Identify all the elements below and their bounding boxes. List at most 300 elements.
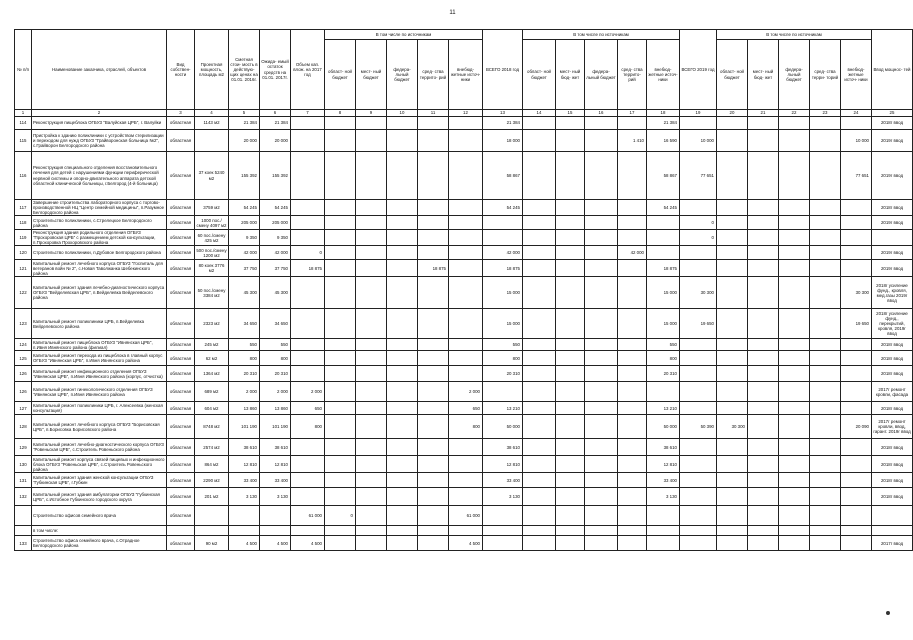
column-number-cell: 9	[356, 110, 387, 117]
local-2018-cell	[556, 216, 585, 230]
local-2018-cell	[556, 536, 585, 551]
table-row	[15, 152, 913, 200]
remaining-funds-cell: 2 000	[260, 382, 291, 402]
row-number-cell: 119	[15, 230, 32, 246]
table-row	[15, 117, 913, 130]
total-2018-cell: 13 210	[483, 402, 523, 415]
object-name-cell: Завершение строительства лабораторного корпуса с торгово-производственной НЦ "Центр семейной медицины", п.Разумное Белгородского района	[32, 200, 167, 216]
regional-2017-cell	[325, 130, 356, 152]
local-2019-cell	[748, 506, 779, 526]
commissioning-cell: 2019г ввод	[872, 130, 913, 152]
federal-2018-cell	[585, 200, 618, 216]
local-2017-cell	[356, 415, 387, 439]
remaining-funds-cell: 45 300	[260, 277, 291, 309]
ownership-type-cell: областная	[167, 473, 195, 488]
local-2019-cell	[748, 152, 779, 200]
offbudget-2017-cell	[449, 130, 483, 152]
commissioning-cell: 2018г усиление фунд., перекрытий, кровля, 2019г ввод	[872, 309, 913, 339]
sub-header-offbudget-2017: внебюд- жетные источ- ники	[449, 40, 483, 110]
local-2019-cell	[748, 439, 779, 456]
regional-2018-cell	[523, 488, 556, 506]
total-2018-cell: 15 000	[483, 277, 523, 309]
offbudget-2018-cell: 50 000	[647, 415, 680, 439]
ownership-type-cell: областная	[167, 277, 195, 309]
federal-2018-cell	[585, 130, 618, 152]
territory-2019-cell	[810, 506, 841, 526]
total-2019-cell	[680, 260, 717, 277]
offbudget-2019-cell	[841, 117, 872, 130]
ownership-type-cell: областная	[167, 488, 195, 506]
federal-2019-cell	[779, 536, 810, 551]
territory-2017-cell	[418, 277, 449, 309]
federal-2019-cell	[779, 309, 810, 339]
column-number-cell: 25	[872, 110, 913, 117]
column-number-cell: 11	[418, 110, 449, 117]
regional-2018-cell	[523, 536, 556, 551]
regional-2017-cell	[325, 536, 356, 551]
total-2019-cell	[680, 506, 717, 526]
federal-2018-cell	[585, 536, 618, 551]
ownership-type-cell: областная	[167, 152, 195, 200]
territory-2017-cell	[418, 230, 449, 246]
offbudget-2017-cell: 61 000	[449, 506, 483, 526]
offbudget-2018-cell: 550	[647, 339, 680, 351]
volume-2017-cell	[291, 351, 325, 366]
total-2019-cell: 0	[680, 216, 717, 230]
federal-2018-cell	[585, 216, 618, 230]
regional-2019-cell	[717, 456, 748, 473]
estimate-cost-cell: 800	[229, 351, 260, 366]
federal-2017-cell	[387, 473, 418, 488]
table-row	[15, 415, 913, 439]
federal-2018-cell	[585, 230, 618, 246]
local-2017-cell	[356, 117, 387, 130]
total-2019-cell: 19 650	[680, 309, 717, 339]
estimate-cost-cell: 4 500	[229, 536, 260, 551]
ownership-type-cell: областная	[167, 506, 195, 526]
capacity-cell: 3759 м2	[195, 200, 229, 216]
table-row	[15, 246, 913, 260]
federal-2019-cell	[779, 382, 810, 402]
offbudget-2017-cell: 650	[449, 402, 483, 415]
offbudget-2017-cell	[449, 152, 483, 200]
volume-2017-cell	[291, 216, 325, 230]
regional-2017-cell	[325, 526, 356, 536]
offbudget-2018-cell	[647, 382, 680, 402]
col-ownership-header: Вид собствен- ности	[167, 30, 195, 110]
estimate-cost-cell: 9 350	[229, 230, 260, 246]
regional-2017-cell	[325, 277, 356, 309]
territory-2019-cell	[810, 526, 841, 536]
offbudget-2019-cell	[841, 439, 872, 456]
column-number-cell: 22	[779, 110, 810, 117]
row-number-cell: 126	[15, 366, 32, 382]
regional-2018-cell	[523, 456, 556, 473]
column-number-row	[15, 110, 913, 117]
ownership-type-cell: областная	[167, 402, 195, 415]
remaining-funds-cell	[260, 506, 291, 526]
local-2017-cell	[356, 473, 387, 488]
page-number: 11	[449, 10, 456, 16]
column-number-cell: 3	[167, 110, 195, 117]
total-2018-cell: 38 610	[483, 439, 523, 456]
table-row	[15, 526, 913, 536]
row-number-cell: 117	[15, 200, 32, 216]
federal-2019-cell	[779, 488, 810, 506]
offbudget-2019-cell	[841, 366, 872, 382]
federal-2019-cell	[779, 339, 810, 351]
territory-2018-cell	[618, 536, 647, 551]
territory-2018-cell	[618, 309, 647, 339]
total-2019-cell: 50 390	[680, 415, 717, 439]
regional-2017-cell	[325, 366, 356, 382]
territory-2017-cell	[418, 536, 449, 551]
territory-2019-cell	[810, 152, 841, 200]
federal-2018-cell	[585, 117, 618, 130]
regional-2017-cell	[325, 260, 356, 277]
federal-2019-cell	[779, 506, 810, 526]
federal-2017-cell	[387, 506, 418, 526]
volume-2017-cell	[291, 366, 325, 382]
column-number-cell: 20	[717, 110, 748, 117]
offbudget-2018-cell: 18 875	[647, 260, 680, 277]
regional-2017-cell	[325, 488, 356, 506]
federal-2019-cell	[779, 117, 810, 130]
column-number-cell: 12	[449, 110, 483, 117]
ownership-type-cell: областная	[167, 117, 195, 130]
estimate-cost-cell	[229, 526, 260, 536]
col-estimate-header: Сметная стои- мость в действую- щих ценах на 01.01. 2016г.	[229, 30, 260, 110]
federal-2018-cell	[585, 309, 618, 339]
federal-2017-cell	[387, 351, 418, 366]
offbudget-2019-cell	[841, 473, 872, 488]
territory-2017-cell: 18 875	[418, 260, 449, 277]
federal-2017-cell	[387, 130, 418, 152]
offbudget-2019-cell	[841, 351, 872, 366]
total-2019-cell	[680, 366, 717, 382]
local-2018-cell	[556, 439, 585, 456]
total-2018-cell	[483, 230, 523, 246]
territory-2019-cell	[810, 456, 841, 473]
total-2018-cell: 550	[483, 339, 523, 351]
object-name-cell: Капитальный ремонт здания лечебно-диагностического корпуса ОГБУЗ "Вейделевская ЦРБ", п.Вейделевка Вейделевского района	[32, 277, 167, 309]
object-name-cell: Капитальный ремонт здания амбулатории ОГБУЗ "Губкинская ЦРБ", с.Истобное Губкинского городского округа	[32, 488, 167, 506]
local-2019-cell	[748, 216, 779, 230]
regional-2019-cell	[717, 309, 748, 339]
territory-2019-cell	[810, 260, 841, 277]
territory-2018-cell	[618, 526, 647, 536]
local-2017-cell	[356, 130, 387, 152]
local-2019-cell	[748, 260, 779, 277]
sub-header-regional-2017: област- ной бюджет	[325, 40, 356, 110]
sub-header-territory-2019: сред- ства терри- торий	[810, 40, 841, 110]
local-2019-cell	[748, 402, 779, 415]
territory-2019-cell	[810, 382, 841, 402]
estimate-cost-cell: 101 190	[229, 415, 260, 439]
volume-2017-cell	[291, 439, 325, 456]
row-number-cell: 127	[15, 402, 32, 415]
offbudget-2017-cell	[449, 309, 483, 339]
federal-2019-cell	[779, 439, 810, 456]
object-name-cell: Капитальный ремонт поликлиники ЦРБ, г. Алексеевка (женская консультация)	[32, 402, 167, 415]
regional-2018-cell	[523, 351, 556, 366]
estimate-cost-cell: 13 860	[229, 402, 260, 415]
territory-2017-cell	[418, 152, 449, 200]
remaining-funds-cell: 205 000	[260, 216, 291, 230]
sub-header-territory-2017: сред- ства террито- рий	[418, 40, 449, 110]
offbudget-2017-cell	[449, 488, 483, 506]
territory-2019-cell	[810, 473, 841, 488]
local-2019-cell	[748, 366, 779, 382]
local-2017-cell	[356, 366, 387, 382]
column-number-cell: 16	[585, 110, 618, 117]
table-row	[15, 309, 913, 339]
remaining-funds-cell	[260, 526, 291, 536]
local-2017-cell	[356, 536, 387, 551]
regional-2018-cell	[523, 260, 556, 277]
commissioning-cell: 2018г ввод	[872, 200, 913, 216]
remaining-funds-cell: 12 810	[260, 456, 291, 473]
ownership-type-cell: областная	[167, 351, 195, 366]
federal-2019-cell	[779, 456, 810, 473]
table-body	[15, 110, 913, 551]
object-name-cell: Пристройка к зданию поликлиники с устройством стерилизации и переходом для нужд ОГБУЗ "Грайворонская больница №2", с.Грайворон Белгородского района	[32, 130, 167, 152]
local-2019-cell	[748, 246, 779, 260]
federal-2017-cell	[387, 309, 418, 339]
regional-2018-cell	[523, 339, 556, 351]
territory-2017-cell	[418, 117, 449, 130]
column-number-cell: 10	[387, 110, 418, 117]
volume-2017-cell	[291, 473, 325, 488]
federal-2019-cell	[779, 526, 810, 536]
volume-2017-cell	[291, 130, 325, 152]
regional-2018-cell	[523, 473, 556, 488]
regional-2019-cell	[717, 130, 748, 152]
commissioning-cell	[872, 230, 913, 246]
local-2017-cell	[356, 402, 387, 415]
local-2017-cell	[356, 488, 387, 506]
remaining-funds-cell: 54 245	[260, 200, 291, 216]
total-2018-cell: 50 000	[483, 415, 523, 439]
federal-2017-cell	[387, 246, 418, 260]
territory-2019-cell	[810, 366, 841, 382]
table-row	[15, 216, 913, 230]
regional-2018-cell	[523, 277, 556, 309]
federal-2019-cell	[779, 130, 810, 152]
federal-2017-cell	[387, 536, 418, 551]
sources-2019-group-header: В том числе по источникам	[717, 30, 872, 40]
row-number-cell: 121	[15, 260, 32, 277]
federal-2017-cell	[387, 456, 418, 473]
object-name-cell: Капитальный ремонт поликлиники ЦРБ, п.Вейделевка Вейделевского района	[32, 309, 167, 339]
territory-2017-cell	[418, 488, 449, 506]
remaining-funds-cell: 101 190	[260, 415, 291, 439]
column-number-cell: 23	[810, 110, 841, 117]
offbudget-2019-cell	[841, 506, 872, 526]
offbudget-2018-cell: 54 245	[647, 200, 680, 216]
federal-2018-cell	[585, 382, 618, 402]
territory-2019-cell	[810, 402, 841, 415]
ownership-type-cell: областная	[167, 216, 195, 230]
row-number-cell: 116	[15, 152, 32, 200]
table-row	[15, 402, 913, 415]
estimate-cost-cell: 42 000	[229, 246, 260, 260]
regional-2017-cell	[325, 309, 356, 339]
offbudget-2019-cell	[841, 526, 872, 536]
ownership-type-cell: областная	[167, 230, 195, 246]
federal-2017-cell	[387, 277, 418, 309]
territory-2019-cell	[810, 117, 841, 130]
local-2017-cell	[356, 216, 387, 230]
federal-2017-cell	[387, 382, 418, 402]
regional-2018-cell	[523, 309, 556, 339]
territory-2019-cell	[810, 277, 841, 309]
regional-2017-cell	[325, 216, 356, 230]
local-2018-cell	[556, 152, 585, 200]
regional-2019-cell	[717, 488, 748, 506]
commissioning-cell: 2017г ввод	[872, 536, 913, 551]
estimate-cost-cell: 34 650	[229, 309, 260, 339]
federal-2018-cell	[585, 506, 618, 526]
offbudget-2019-cell: 20 090	[841, 415, 872, 439]
volume-2017-cell	[291, 117, 325, 130]
regional-2019-cell	[717, 216, 748, 230]
total-2019-cell	[680, 351, 717, 366]
table-row	[15, 506, 913, 526]
total-2019-cell	[680, 473, 717, 488]
offbudget-2019-cell: 77 651	[841, 152, 872, 200]
sub-header-federal-2017: федера- льный бюджет	[387, 40, 418, 110]
total-2019-cell	[680, 339, 717, 351]
capacity-cell: 500 пос./смену 1200 м2	[196, 247, 227, 258]
territory-2018-cell	[618, 506, 647, 526]
local-2017-cell	[356, 526, 387, 536]
estimate-cost-cell: 37 750	[229, 260, 260, 277]
regional-2017-cell: 0	[325, 506, 356, 526]
table-row	[15, 260, 913, 277]
ownership-type-cell: областная	[167, 309, 195, 339]
object-name-cell: Строительство поликлиники, с.Стрелецкое Белгородского района	[32, 216, 167, 230]
offbudget-2017-cell: 800	[449, 415, 483, 439]
offbudget-2018-cell: 58 867	[647, 152, 680, 200]
total-2018-cell	[483, 216, 523, 230]
federal-2017-cell	[387, 117, 418, 130]
sources-2018-group-header: В том числе по источникам	[523, 30, 680, 40]
regional-2019-cell	[717, 382, 748, 402]
offbudget-2017-cell	[449, 260, 483, 277]
row-number-cell: 115	[15, 130, 32, 152]
table-row	[15, 382, 913, 402]
federal-2017-cell	[387, 526, 418, 536]
row-number-cell: 125	[15, 351, 32, 366]
regional-2017-cell	[325, 439, 356, 456]
volume-2017-cell: 0	[291, 246, 325, 260]
regional-2019-cell	[717, 473, 748, 488]
sub-header-local-2018: мест- ный бюд- жет	[556, 40, 585, 110]
federal-2018-cell	[585, 488, 618, 506]
local-2017-cell	[356, 339, 387, 351]
row-number-cell: 130	[15, 456, 32, 473]
row-number-cell: 131	[15, 473, 32, 488]
local-2018-cell	[556, 473, 585, 488]
estimate-cost-cell: 550	[229, 339, 260, 351]
sub-header-territory-2018: сред- ства террито- рий	[618, 40, 647, 110]
col-number-header: № п/п	[15, 30, 32, 110]
total-2018-cell: 15 000	[483, 309, 523, 339]
territory-2019-cell	[810, 200, 841, 216]
volume-2017-cell	[291, 526, 325, 536]
ownership-type-cell: областная	[167, 200, 195, 216]
federal-2019-cell	[779, 366, 810, 382]
territory-2017-cell	[418, 216, 449, 230]
territory-2019-cell	[810, 536, 841, 551]
commissioning-cell	[872, 526, 913, 536]
estimate-cost-cell: 205 000	[229, 216, 260, 230]
local-2017-cell	[356, 506, 387, 526]
capacity-cell: 37 коек 5240 м2	[195, 152, 229, 200]
remaining-funds-cell: 20 310	[260, 366, 291, 382]
federal-2018-cell	[585, 152, 618, 200]
local-2019-cell	[748, 473, 779, 488]
column-number-cell: 24	[841, 110, 872, 117]
federal-2017-cell	[387, 260, 418, 277]
sources-2017-group-header: В том числе по источникам	[325, 30, 483, 40]
territory-2017-cell	[418, 415, 449, 439]
offbudget-2017-cell	[449, 526, 483, 536]
territory-2018-cell	[618, 439, 647, 456]
offbudget-2019-cell	[841, 200, 872, 216]
regional-2017-cell	[325, 117, 356, 130]
regional-2019-cell	[717, 506, 748, 526]
territory-2019-cell	[810, 309, 841, 339]
offbudget-2019-cell: 30 300	[841, 277, 872, 309]
capacity-cell: 60 пос./смену 425 м2	[195, 230, 229, 246]
federal-2017-cell	[387, 216, 418, 230]
federal-2017-cell	[387, 415, 418, 439]
local-2018-cell	[556, 277, 585, 309]
local-2019-cell	[748, 488, 779, 506]
commissioning-cell: 2018г ввод	[872, 402, 913, 415]
object-name-cell: Капитальный ремонт пищеблока ОГБУЗ "Ивнянская ЦРБ", п.Ивня Ивнянского района (филиал)	[32, 339, 167, 351]
row-number-cell: 122	[15, 277, 32, 309]
column-number-cell: 14	[523, 110, 556, 117]
table-row	[15, 439, 913, 456]
remaining-funds-cell: 800	[260, 351, 291, 366]
local-2017-cell	[356, 246, 387, 260]
volume-2017-cell	[291, 339, 325, 351]
local-2018-cell	[556, 260, 585, 277]
federal-2017-cell	[387, 339, 418, 351]
local-2017-cell	[356, 439, 387, 456]
regional-2017-cell	[325, 152, 356, 200]
federal-2018-cell	[585, 277, 618, 309]
ownership-type-cell: областная	[167, 366, 195, 382]
territory-2019-cell	[810, 130, 841, 152]
col-capacity-header: Проектная мощность, площадь м2	[195, 30, 229, 110]
total-2019-cell	[680, 456, 717, 473]
row-number-cell: 124	[15, 339, 32, 351]
commissioning-cell: 2017г ремонт кровли, фасада	[872, 382, 913, 402]
row-number-cell: 126	[15, 382, 32, 402]
territory-2018-cell	[618, 200, 647, 216]
volume-2017-cell: 4 500	[291, 536, 325, 551]
regional-2019-cell	[717, 200, 748, 216]
capacity-cell: 2290 м2	[195, 473, 229, 488]
volume-2017-cell	[291, 277, 325, 309]
capacity-cell	[195, 526, 229, 536]
federal-2018-cell	[585, 456, 618, 473]
total-2018-cell: 800	[483, 351, 523, 366]
